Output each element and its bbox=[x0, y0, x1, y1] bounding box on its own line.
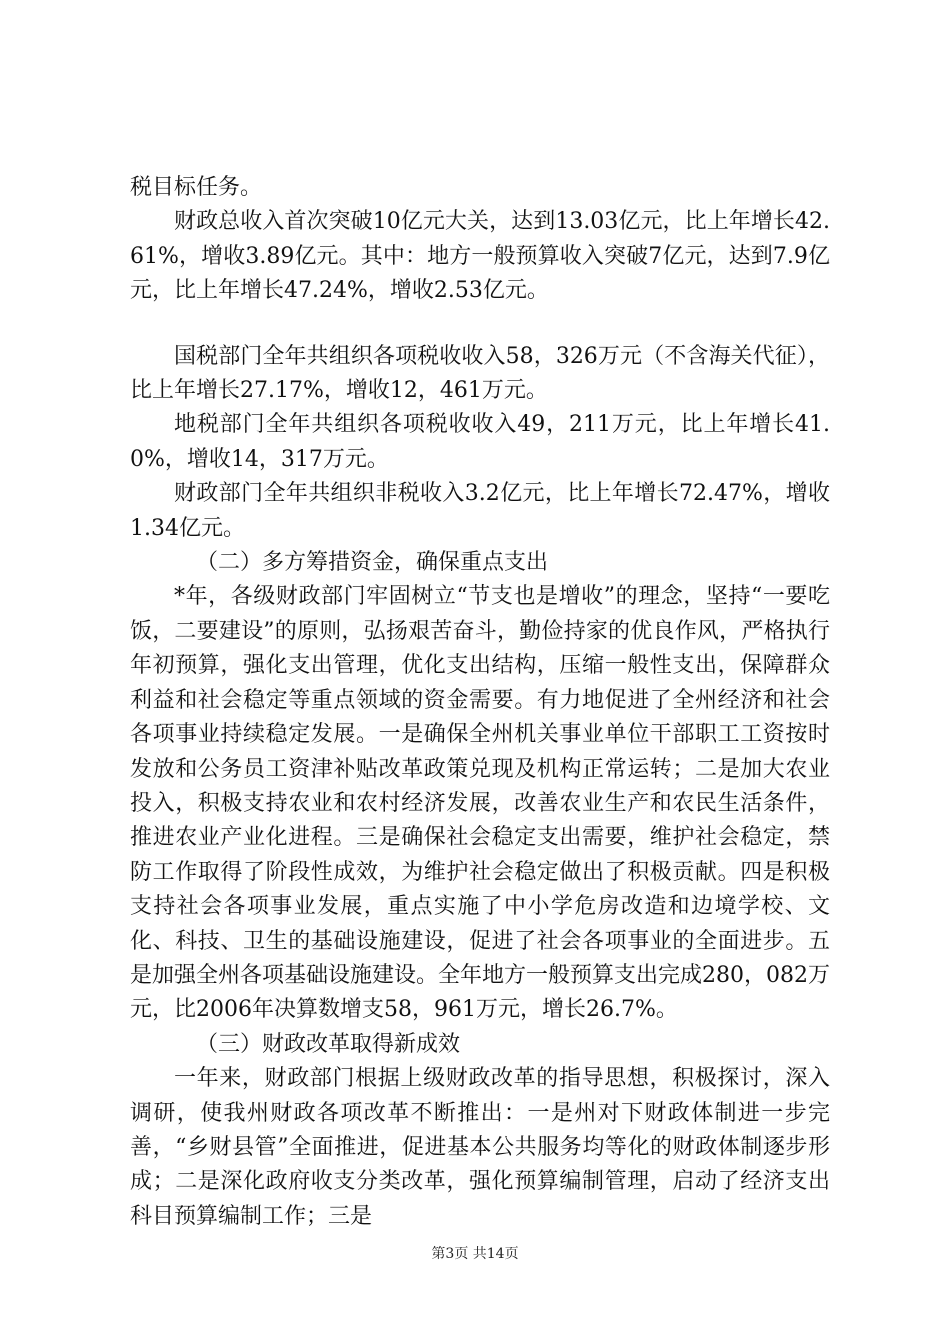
section-heading-2: （二）多方筹措资金，确保重点支出 bbox=[196, 550, 549, 576]
paragraph-local-tax: 地税部门全年共组织各项税收收入49，211万元，比上年增长41.0%，增收14，317万元。 bbox=[130, 412, 830, 472]
paragraph-gap bbox=[130, 309, 830, 340]
paragraph-total-revenue: 财政总收入首次突破10亿元大关，达到13.03亿元，比上年增长42.61%，增收3.89亿元。其中：地方一般预算收入突破7亿元，达到7.9亿元，比上年增长47.24%，增收2.53亿元。 bbox=[130, 209, 830, 304]
paragraph-expenditure: *年，各级财政部门牢固树立“节支也是增收”的理念，坚持“一要吃饭，二要建设”的原则，弘扬艰苦奋斗，勤俭持家的优良作风，严格执行年初预算，强化支出管理，优化支出结构，压缩一般性支出，保障群众利益和社会稳定等重点领域的资金需要。有力地促进了全州经济和社会各项事业持续稳定发展。一是确保全州机关事业单位干部职工工资按时发放和公务员工资津补贴改革政策兑现及机构正常运转；二是加大农业投入，积极支持农业和农村经济发展，改善农业生产和农民生活条件，推进农业产业化进程。三是确保社会稳定支出需要，维护社会稳定，禁防工作取得了阶段性成效，为维护社会稳定做出了积极贡献。四是积极支持社会各项事业发展，重点实施了中小学危房改造和边境学校、文化、科技、卫生的基础设施建设，促进了社会各项事业的全面进步。五是加强全州各项基础设施建设。全年地方一般预算支出完成280，082万元，比2006年决算数增支58，961万元，增长26.7%。 bbox=[130, 584, 830, 1023]
section-heading-3: （三）财政改革取得新成效 bbox=[196, 1031, 461, 1057]
paragraph-continuation: 税目标任务。 bbox=[130, 175, 263, 200]
paragraph-reform: 一年来，财政部门根据上级财政改革的指导思想，积极探讨，深入调研，使我州财政各项改革不断推出：一是州对下财政体制进一步完善，“乡财县管”全面推进，促进基本公共服务均等化的财政体制逐步形成；二是深化政府收支分类改革，强化预算编制管理，启动了经济支出科目预算编制工作；三是 bbox=[130, 1066, 830, 1229]
document-body bbox=[130, 171, 830, 1234]
page-footer: 第3页 共14页 bbox=[431, 1246, 519, 1262]
paragraph-non-tax: 财政部门全年共组织非税收入3.2亿元，比上年增长72.47%，增收1.34亿元。 bbox=[130, 481, 830, 541]
paragraph-national-tax: 国税部门全年共组织各项税收收入58，326万元（不含海关代征），比上年增长27.17%，增收12，461万元。 bbox=[130, 343, 830, 404]
